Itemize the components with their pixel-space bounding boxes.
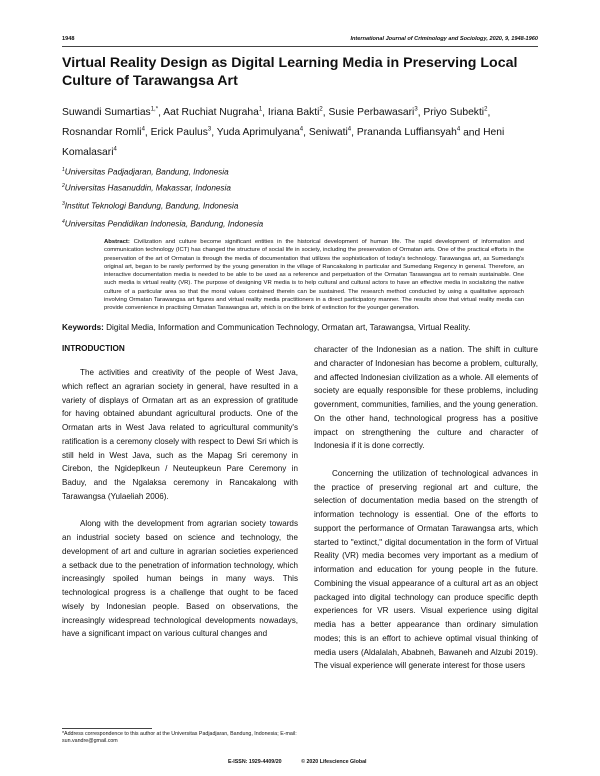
keywords-label: Keywords:: [62, 323, 104, 332]
author-name: Erick Paulus: [150, 127, 208, 139]
author-name: Rosnandar Romli: [62, 127, 142, 139]
author-name: Iriana Bakti: [267, 107, 320, 119]
affiliation-number: 2: [62, 183, 65, 189]
author-affiliation-mark: 4: [456, 126, 461, 133]
author-affiliation-mark: 2: [319, 107, 323, 113]
author-name: Priyo Subekti: [423, 107, 485, 119]
affiliation-text: Universitas Hasanuddin, Makassar, Indonesia: [64, 183, 231, 193]
author-affiliation-mark: 1,*: [150, 107, 159, 113]
author-affiliation-mark: 3: [414, 107, 418, 113]
affiliation: [62, 183, 538, 193]
footnote: *Address correspondence to this author at the Universitas Padjadjaran, Bandung, Indonesia; E-mail: sun.vandre@gmail.com: [62, 731, 297, 745]
paragraph: Along with the development from agrarian society towards an industrial society based on science and technology, the development of art and culture in agrarian societies experienced a setback due to the penetration of information technology, which increasingly spoiled human beings in many ways. This technological progress is a challenge that ought to be faced wisely by Indonesian people. Based on observations, the increasingly widespread technological developments nowadays, have a significant impact on various cultural changes and: [62, 519, 298, 639]
author-affiliation-mark: 4: [299, 126, 304, 133]
affiliation-text: Universitas Pendidikan Indonesia, Bandung, Indonesia: [64, 219, 264, 229]
author-affiliation-mark: 1: [258, 107, 263, 113]
author-name: Heni Komalasari: [62, 127, 505, 159]
affiliation-number: 3: [62, 201, 65, 207]
author-affiliation-mark: 4: [141, 126, 145, 133]
author-affiliation-mark: 2: [484, 107, 488, 113]
affiliation-text: Institut Teknologi Bandung, Bandung, Indonesia: [64, 201, 239, 211]
keywords-text: Digital Media, Information and Communication Technology, Ormatan art, Tarawangsa, Virtual Reality.: [106, 323, 471, 332]
header-rule: [62, 46, 538, 47]
affiliation-number: 4: [62, 219, 65, 225]
author: [423, 107, 487, 118]
paragraph: The activities and creativity of the people of West Java, which reflect an agrarian society in general, have resulted in a variety of displays of Ormatan art as an expression of gratitude for having obtained abundant agricultural products. One of the Ormatan arts in West Java related to agricultural community's ratification is a ceremony closely with respect to Dewi Sri which is still held in West Java, such as the Mapag Sri ceremony in Cirebon, the Ngideplkeun / Neuteupkeun Pare Ceremony in Baduy, and the Ngalaksa ceremony in Rancakalong with Tarawangsa (Yulaeliah 2006).: [62, 368, 298, 501]
journal-citation: International Journal of Criminology and Sociology, 2020, 9, 1948-1960: [350, 36, 538, 42]
author-affiliation-mark: 3: [207, 126, 212, 133]
abstract: [104, 238, 524, 312]
author-list: Suwandi Sumartias$^{1,*}$, Aat Ruchiat Nugraha$^1$, Iriana Bakti$^2$, Susie Perbawasari$^3$, Priyo Subekti$^2$, Rosnandar Romli$^4$, Erick Paulus$^3$, Yuda Aprimulyana$^4$, Seniwati$^4$, Prananda Luffiansyah$^4$ and Heni Komalasari$^4$: [62, 107, 505, 159]
author-name: Yuda Aprimulyana: [216, 127, 300, 139]
author-name: Aat Ruchiat Nugraha: [163, 107, 259, 119]
paragraph: character of the Indonesian as a nation. The shift in culture and character of Indonesian has become a problem, culturally, and affected Indonesian civilization as a whole. All elements of society are equally responsible for these problems, including government, communities, families, and the young generation. On the other hand, technological progress has a positive impact on strengthening the culture and character of Indonesia if it is done correctly.: [314, 345, 538, 451]
abstract-label: Abstract:: [104, 239, 130, 245]
author: [357, 127, 460, 138]
affiliation: [62, 219, 538, 229]
author-affiliation-mark: 4: [113, 146, 117, 153]
author-name: Prananda Luffiansyah: [356, 127, 457, 139]
paragraph: Concerning the utilization of technological advances in the practice of preserving regional art and culture, the selection of documentation media based on the strength of information technology is essential. One of the efforts to support the performance of Ormatan Tarawangsa arts, which started to "extinct," digital documentation in the form of Virtual Reality (VR) media becomes very important as a medium of information and education for young people in the future. Combining the visual appearance of a cultural art as an object packaged into digital technology can produce specific depth experiences for VR users. Visual experience using digital media has a better appearance than ordinary simulation modes; this is an effort to achieve optimal visual thinking of media users (Aldalalah, Ababneh, Bawaneh and Alzubi 2019). The visual experience will generate interest for those users: [314, 468, 538, 671]
author-name: Seniwati: [308, 127, 348, 139]
author: [151, 127, 212, 138]
issn: E-ISSN: 1929-4409/20: [228, 759, 282, 765]
author: [163, 107, 262, 118]
author: [62, 107, 158, 118]
footnote-rule: [62, 728, 152, 729]
running-header: [62, 36, 538, 42]
left-column: [62, 366, 298, 641]
author: [62, 127, 145, 138]
keywords: [62, 323, 538, 332]
page-number: 1948: [62, 36, 75, 42]
author-name: Susie Perbawasari: [328, 107, 415, 119]
affiliation: [62, 167, 538, 177]
copyright: © 2020 Lifescience Global: [301, 759, 367, 765]
author: [328, 107, 417, 118]
abstract-text: Civilization and culture become significant entities in the historical development of human life. The rapid development of information and communication technology (ICT) has changed the structure of social life in society, including the preservation of Ormatan arts. One of the practical efforts in the preservation of the art of Ormatan is through the media of documentation that utilizes the sophistication of today's technology. Tarawangsa art, as Sumedang's original art, began to be rarely performed by the young generation in the village of Rancakalong in particular and Sumedang Regency in general. Therefore, an interactive documentation media is needed to be able to be used as a reference and perpetuation of the Ormatan Tarawangsa art to remain sustainable. One such media is virtual reality (VR). The purpose of designing VR media is to help cultural and cultural actors to have an effective media in socializing the native culture of a particular area so that the moral values contained therein can be sustained. The research method conducted by using a qualitative approach involving Ormatan Tarawangsa art figures and virtual reality media practitioners in a direct participatory manner. The results show that virtual reality media can provide convenience in practising Ormatan Tarawangsa art, which is on the brink of extinction for the younger generation.: [104, 239, 525, 311]
author: [268, 107, 323, 118]
author: [309, 127, 351, 138]
author: [217, 127, 303, 138]
author-affiliation-mark: 4: [347, 126, 352, 133]
right-column: [314, 343, 538, 673]
affiliation: [62, 201, 538, 211]
section-heading: INTRODUCTION: [62, 344, 125, 353]
affiliation-text: Universitas Padjadjaran, Bandung, Indonesia: [64, 167, 229, 177]
paper-title: Virtual Reality Design as Digital Learning Media in Preserving Local Culture of Tarawangsa Art: [62, 55, 518, 89]
author-name: Suwandi Sumartias: [62, 107, 151, 119]
affiliation-number: 1: [62, 167, 65, 173]
page-footer: [228, 759, 385, 765]
